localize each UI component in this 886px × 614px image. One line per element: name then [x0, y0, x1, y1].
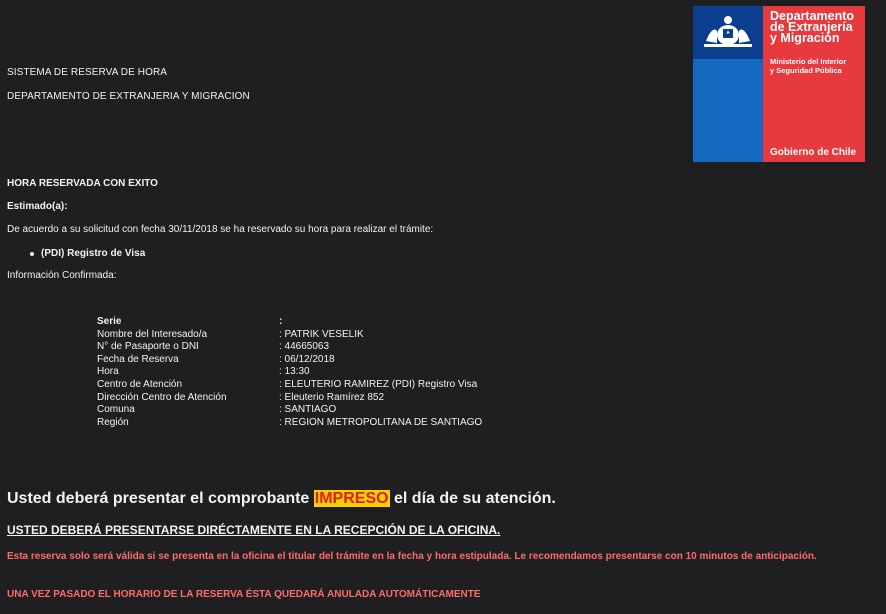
detail-value: : REGION METROPOLITANA DE SANTIAGO [279, 416, 483, 428]
logo-subtitle-line: y Seguridad Pública [770, 66, 842, 75]
detail-value: : ELEUTERIO RAMIREZ (PDI) Registro Visa [279, 378, 478, 390]
detail-row [97, 366, 482, 379]
procedure-name: (PDI) Registro de Visa [41, 248, 146, 259]
detail-label: Serie [97, 316, 122, 327]
greeting: Estimado(a): [7, 201, 68, 212]
detail-value: : SANTIAGO [279, 404, 337, 416]
printed-highlight: IMPRESO [314, 490, 389, 507]
detail-value: : 44665063 [279, 341, 330, 353]
logo-subtitle [770, 57, 846, 75]
logo-title-line: de Extranjería [770, 20, 853, 34]
department-name: DEPARTAMENTO DE EXTRANJERIA Y MIGRACION [7, 91, 250, 102]
detail-label: Fecha de Reserva [97, 353, 179, 365]
detail-value: : Eleuterio Ramírez 852 [279, 391, 385, 403]
reservation-details [97, 316, 482, 429]
logo-footer: Gobierno de Chile [770, 147, 857, 158]
logo-title-line: y Migración [770, 31, 840, 45]
status-heading: HORA RESERVADA CON EXITO [7, 178, 158, 189]
logo-title [770, 11, 854, 44]
detail-value: : PATRIK VESELIK [279, 328, 364, 340]
reception-notice: USTED DEBERÁ PRESENTARSE DIRÉCTAMENTE EN LA RECEPCIÓN DE LA OFICINA. [7, 523, 501, 537]
detail-row [97, 392, 482, 405]
detail-value: : [279, 316, 283, 327]
procedure-list-item [30, 248, 145, 259]
detail-row [97, 329, 482, 342]
detail-row [97, 354, 482, 367]
logo-blue-panel [693, 6, 763, 162]
detail-row [97, 379, 482, 392]
logo-crest-area [693, 6, 763, 59]
detail-value: : 06/12/2018 [279, 353, 335, 365]
bullet-icon [30, 252, 34, 256]
detail-row [97, 341, 482, 354]
print-notice [7, 490, 556, 508]
logo-red-panel [763, 6, 865, 162]
validity-warning: Esta reserva solo será válida si se presenta en la oficina el titular del trámite en la fecha y hora estipulada. Le recomendamos presentarse con 10 minutos de anticipación. [7, 551, 817, 562]
confirmed-info-label: Información Confirmada: [7, 270, 117, 281]
detail-label: Comuna [97, 404, 135, 416]
detail-label: N° de Pasaporte o DNI [97, 341, 199, 353]
coat-of-arms-icon [700, 13, 756, 53]
system-title: SISTEMA DE RESERVA DE HORA [7, 67, 168, 78]
detail-value: : 13:30 [279, 366, 310, 378]
detail-label: Centro de Atención [97, 378, 183, 390]
detail-label: Hora [97, 366, 119, 378]
detail-row [97, 404, 482, 417]
print-notice-before: Usted deberá presentar el comprobante [7, 490, 314, 507]
intro-text: De acuerdo a su solicitud con fecha 30/11/2018 se ha reservado su hora para realizar el trámite: [7, 224, 434, 235]
logo-subtitle-line: Ministerio del Interior [770, 57, 847, 66]
print-notice-after: el día de su atención. [389, 490, 556, 507]
detail-row [97, 417, 482, 430]
government-logo [693, 6, 865, 162]
logo-title-line: Departamento [770, 9, 855, 23]
cancellation-warning: UNA VEZ PASADO EL HORARIO DE LA RESERVA ÉSTA QUEDARÁ ANULADA AUTOMÁTICAMENTE [7, 589, 481, 600]
detail-row [97, 316, 482, 329]
detail-label: Dirección Centro de Atención [97, 391, 227, 403]
detail-label: Región [97, 416, 129, 428]
logo-blue-bottom [693, 59, 763, 162]
detail-label: Nombre del Interesado/a [97, 328, 208, 340]
